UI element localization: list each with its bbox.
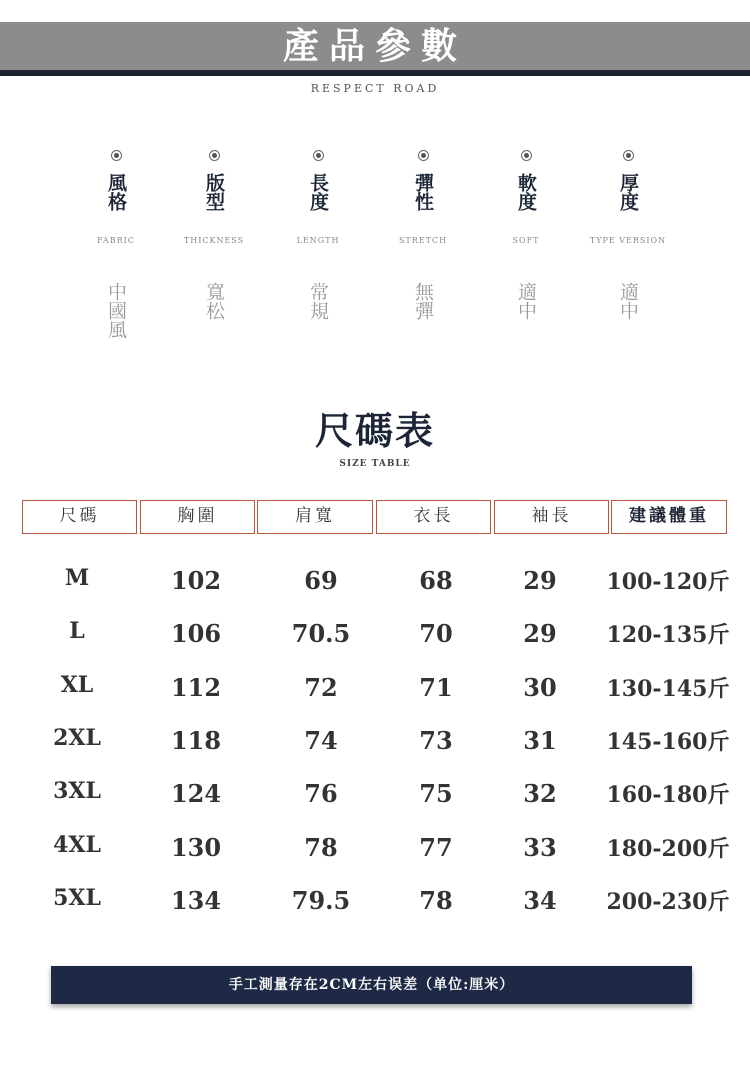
page-title: 產品參數 [282, 25, 467, 67]
cell-sleeve: 29 [523, 566, 557, 595]
attribute-name: 軟度 [515, 173, 537, 211]
cell-sleeve: 30 [523, 673, 557, 702]
cell-length: 73 [419, 726, 453, 755]
cell-sleeve: 33 [523, 833, 557, 862]
cell-weight: 200-230斤 [606, 889, 730, 915]
cell-length: 77 [419, 833, 453, 862]
header-underline [0, 70, 750, 76]
cell-size: 3XL [53, 778, 101, 804]
bullet-icon [313, 150, 324, 161]
cell-weight: 160-180斤 [606, 782, 730, 808]
cell-shoulder: 78 [304, 833, 338, 862]
cell-size: 4XL [53, 832, 101, 858]
attribute-name: 版型 [203, 173, 225, 211]
attribute-value-wrap [268, 282, 368, 320]
cell-sleeve: 34 [523, 886, 557, 915]
bullet-icon [209, 150, 220, 161]
attribute-value: 中國風 [105, 282, 127, 339]
attribute-thickness [164, 150, 264, 320]
attribute-name: 厚度 [617, 173, 639, 211]
size-table-title: 尺碼表 [314, 408, 435, 453]
attribute-value-wrap [373, 282, 473, 320]
cell-sleeve: 31 [523, 726, 557, 755]
attribute-en: LENGTH [296, 236, 340, 245]
cell-chest: 102 [170, 566, 222, 595]
attribute-length [268, 150, 368, 320]
cell-sleeve: 29 [523, 619, 557, 648]
header-weight: 建議體重 [611, 500, 727, 534]
header-shoulder: 肩寬 [257, 500, 373, 534]
cell-length: 78 [419, 886, 453, 915]
attribute-name: 彈性 [412, 173, 434, 211]
cell-size: 5XL [53, 885, 101, 911]
cell-length: 70 [419, 619, 453, 648]
attribute-name: 長度 [307, 173, 329, 211]
attribute-soft [476, 150, 576, 320]
cell-weight: 100-120斤 [606, 569, 730, 595]
cell-shoulder: 72 [304, 673, 338, 702]
header-length: 衣長 [376, 500, 491, 534]
attribute-value: 常規 [307, 282, 329, 320]
cell-size: XL [60, 672, 94, 698]
cell-shoulder: 79.5 [291, 886, 351, 915]
attribute-en: SOFT [512, 236, 540, 245]
cell-length: 75 [419, 779, 453, 808]
cell-size: L [69, 618, 85, 644]
bullet-icon [418, 150, 429, 161]
header-sleeve: 袖長 [494, 500, 609, 534]
header-size: 尺碼 [22, 500, 137, 534]
attribute-en: FABRIC [97, 236, 135, 245]
cell-weight: 180-200斤 [606, 836, 730, 862]
cell-size: 2XL [53, 725, 101, 751]
attribute-type-version [578, 150, 678, 320]
cell-chest: 112 [170, 673, 222, 702]
page-subtitle: RESPECT ROAD [310, 82, 440, 95]
attribute-en: STRETCH [398, 236, 448, 245]
attribute-value: 無彈 [412, 282, 434, 320]
attribute-en: THICKNESS [183, 236, 245, 245]
cell-shoulder: 76 [304, 779, 338, 808]
attribute-value: 寬松 [203, 282, 225, 320]
cell-length: 71 [419, 673, 453, 702]
cell-chest: 106 [170, 619, 222, 648]
attribute-value-wrap [578, 282, 678, 320]
attribute-value-wrap [476, 282, 576, 320]
size-table-subtitle: SIZE TABLE [339, 459, 411, 469]
cell-weight: 120-135斤 [606, 622, 730, 648]
cell-sleeve: 32 [523, 779, 557, 808]
cell-weight: 145-160斤 [606, 729, 730, 755]
attribute-fabric [66, 150, 166, 339]
cell-chest: 134 [170, 886, 222, 915]
bullet-icon [521, 150, 532, 161]
cell-shoulder: 74 [304, 726, 338, 755]
attribute-value: 適中 [515, 282, 537, 320]
cell-shoulder: 70.5 [291, 619, 351, 648]
attribute-name: 風格 [105, 173, 127, 211]
bullet-icon [111, 150, 122, 161]
cell-chest: 130 [170, 833, 222, 862]
cell-chest: 124 [170, 779, 222, 808]
cell-length: 68 [419, 566, 453, 595]
header-chest: 胸圍 [140, 500, 255, 534]
attribute-value-wrap [66, 282, 166, 339]
cell-shoulder: 69 [304, 566, 338, 595]
measurement-note-banner: 手工測量存在2CM左右误差（单位:厘米） [51, 966, 692, 1004]
attribute-value-wrap [164, 282, 264, 320]
attribute-stretch [373, 150, 473, 320]
cell-weight: 130-145斤 [606, 676, 730, 702]
cell-size: M [64, 565, 90, 591]
attribute-en: TYPE VERSION [589, 236, 667, 245]
attribute-value: 適中 [617, 282, 639, 320]
cell-chest: 118 [170, 726, 222, 755]
bullet-icon [623, 150, 634, 161]
